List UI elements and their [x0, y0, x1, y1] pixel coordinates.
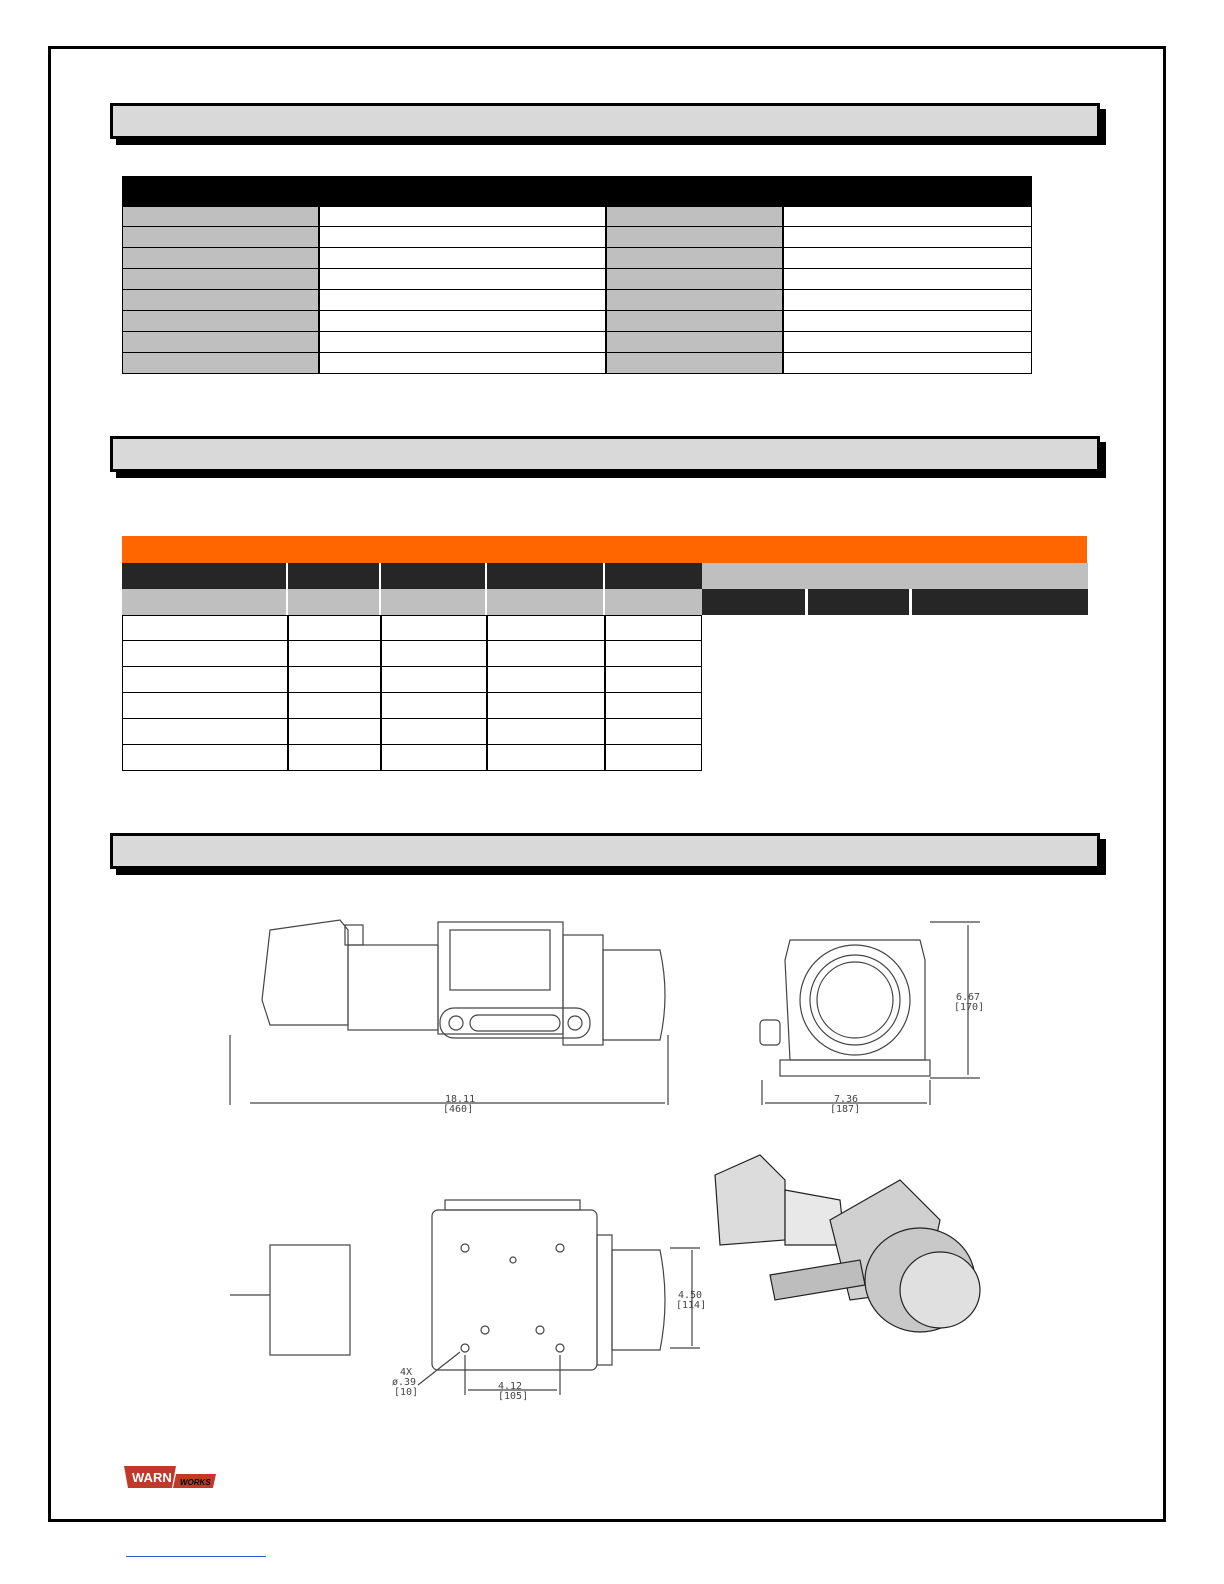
svg-text:[170]: [170] [954, 1002, 985, 1013]
perf-cell [122, 719, 288, 745]
spec-value-cell [783, 311, 1032, 332]
perf-subheader-row [122, 589, 702, 615]
spec-label-cell [122, 353, 319, 374]
svg-text:4X: 4X [400, 1367, 413, 1378]
perf-cell [381, 719, 487, 745]
spec-header-left [122, 176, 606, 206]
perf-row [122, 745, 702, 771]
spec-label-cell [606, 269, 783, 290]
svg-text:7.36: 7.36 [834, 1094, 859, 1105]
spec-row [122, 353, 1032, 374]
spec-value-cell [783, 290, 1032, 311]
spec-label-cell [122, 269, 319, 290]
spec-row [122, 227, 1032, 248]
spec-value-cell [783, 206, 1032, 227]
spec-row [122, 290, 1032, 311]
svg-text:ø.39: ø.39 [392, 1377, 417, 1388]
perf-cell [605, 615, 702, 641]
perf-row [122, 615, 702, 641]
spec-label-cell [606, 227, 783, 248]
perf-cell [122, 641, 288, 667]
perf-cell [605, 667, 702, 693]
winch-dimension-drawings [200, 900, 1000, 1420]
svg-text:[105]: [105] [498, 1391, 529, 1402]
svg-text:WARN: WARN [132, 1470, 172, 1485]
performance-table [122, 563, 702, 771]
spec-row [122, 269, 1032, 290]
perf-cell [288, 615, 381, 641]
perf-row [122, 719, 702, 745]
spec-value-cell [783, 227, 1032, 248]
warn-works-logo [124, 1464, 216, 1490]
spec-label-cell [122, 206, 319, 227]
spec-label-cell [606, 248, 783, 269]
spec-value-cell [319, 311, 606, 332]
perf-cell [288, 667, 381, 693]
svg-text:4.50: 4.50 [678, 1290, 703, 1301]
perf-cell [122, 745, 288, 771]
spec-row [122, 311, 1032, 332]
perf-cell [605, 745, 702, 771]
spec-label-cell [606, 311, 783, 332]
svg-text:4.12: 4.12 [498, 1381, 523, 1392]
perf-cell [487, 667, 605, 693]
perf-row [122, 667, 702, 693]
spec-value-cell [319, 248, 606, 269]
spec-label-cell [606, 332, 783, 353]
perf-cell [487, 693, 605, 719]
performance-title-bar [122, 536, 1087, 563]
spec-label-cell [122, 227, 319, 248]
spec-row [122, 248, 1032, 269]
winch-isometric-view [715, 1155, 980, 1332]
perf-cell [487, 719, 605, 745]
spec-label-cell [122, 311, 319, 332]
performance-banner [110, 436, 1100, 472]
perf-cell [487, 641, 605, 667]
svg-text:[114]: [114] [676, 1300, 707, 1311]
svg-text:[10]: [10] [394, 1387, 419, 1398]
perf-cell [605, 641, 702, 667]
spec-value-cell [319, 332, 606, 353]
perf-cell [122, 693, 288, 719]
perf-row [122, 693, 702, 719]
spec-value-cell [319, 269, 606, 290]
spec-value-cell [319, 227, 606, 248]
winch-front-view [760, 922, 980, 1105]
spec-row [122, 206, 1032, 227]
spec-value-cell [783, 332, 1032, 353]
perf-cell [487, 615, 605, 641]
spec-value-cell [783, 248, 1032, 269]
perf-cell [122, 615, 288, 641]
perf-cell [381, 693, 487, 719]
winch-top-view [230, 1200, 703, 1395]
perf-cell [288, 745, 381, 771]
spec-value-cell [319, 290, 606, 311]
dimensions-banner [110, 833, 1100, 869]
svg-text:WORKS: WORKS [180, 1478, 211, 1487]
perf-cell [381, 615, 487, 641]
perf-cell [288, 719, 381, 745]
perf-cell [605, 719, 702, 745]
perf-cell [381, 745, 487, 771]
perf-header-row [122, 563, 702, 589]
spec-row [122, 332, 1032, 353]
footer-link[interactable] [126, 1556, 266, 1557]
spec-value-cell [319, 353, 606, 374]
spec-label-cell [122, 332, 319, 353]
svg-text:6.67: 6.67 [956, 992, 981, 1003]
svg-text:[460]: [460] [443, 1104, 474, 1115]
svg-text:[187]: [187] [830, 1104, 861, 1115]
spec-label-cell [122, 290, 319, 311]
spec-value-cell [319, 206, 606, 227]
spec-table-header [122, 176, 1032, 206]
perf-cell [605, 693, 702, 719]
spec-label-cell [606, 353, 783, 374]
perf-cell [122, 667, 288, 693]
performance-side-subheader [702, 589, 1088, 615]
svg-text:18.11: 18.11 [445, 1094, 476, 1105]
spec-label-cell [122, 248, 319, 269]
perf-cell [487, 745, 605, 771]
spec-header-right [606, 176, 1032, 206]
spec-label-cell [606, 206, 783, 227]
spec-value-cell [783, 269, 1032, 290]
specifications-banner [110, 103, 1100, 139]
spec-value-cell [783, 353, 1032, 374]
specifications-table [122, 176, 1032, 374]
perf-cell [288, 693, 381, 719]
perf-cell [381, 641, 487, 667]
perf-cell [288, 641, 381, 667]
performance-side-header [702, 563, 1088, 589]
perf-cell [381, 667, 487, 693]
perf-row [122, 641, 702, 667]
winch-side-view [230, 920, 668, 1105]
spec-label-cell [606, 290, 783, 311]
